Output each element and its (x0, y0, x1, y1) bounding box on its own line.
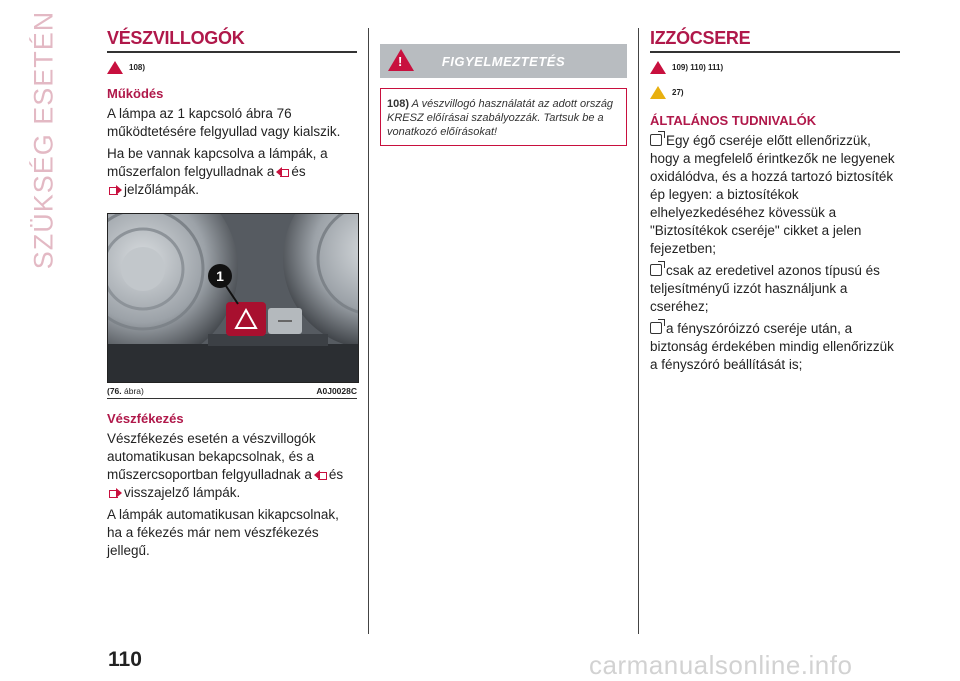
turn-right-indicator-icon (109, 488, 122, 498)
callout-marker: 1 (216, 268, 224, 284)
list-item: a fényszóróizzó cseréje után, a biztonság érdekében mindig ellenőrizzük a fényszóró beállítását is; (650, 321, 894, 372)
watermark: carmanualsonline.info (589, 650, 853, 680)
column-divider (368, 28, 369, 634)
warning-triangle-icon: ! (388, 49, 414, 71)
column-warning (380, 44, 627, 146)
figure-caption: (76. ábra) A0J0028C (107, 386, 357, 399)
warning-box-header: ! FIGYELMEZTETÉS (380, 44, 627, 78)
paragraph: Ha be vannak kapcsolva a lámpák, a műszerfalon felgyulladnak a és jelzőlámpák. (107, 146, 328, 197)
section-title: VÉSZVILLOGÓK (107, 28, 357, 53)
column-bulb-replacement (650, 28, 900, 374)
caution-reference: 27) (650, 86, 900, 99)
warning-reference: 108) (107, 61, 357, 74)
warning-reference: 109) 110) 111) (650, 61, 900, 74)
turn-left-indicator-icon (314, 470, 327, 480)
list-item: csak az eredetivel azonos típusú és teljesítményű izzót használjunk a cseréhez; (650, 263, 880, 314)
bullet-icon (650, 264, 662, 276)
section-title: IZZÓCSERE (650, 28, 900, 53)
paragraph: A lámpa az 1 kapcsoló ábra 76 működtetésére felgyullad vagy kialszik. (107, 106, 341, 139)
side-chapter-title: SZÜKSÉG ESETÉN (28, 10, 59, 270)
list-item: Egy égő cseréje előtt ellenőrizzük, hogy a megfelelő érintkezők ne legyenek oxidálódva, és a hozzá tartozó biztosíték ép legyen: a biztosítékok elhelyezkedéséhez kövessük a "Biztosítékok cseréje" cikket a jelen fejezetben; (650, 133, 895, 256)
column-hazard-lights (107, 28, 357, 560)
subheading-operation: Működés (107, 86, 164, 101)
paragraph: Vészfékezés esetén a vészvillogók automatikusan bekapcsolnak, és a műszercsoportban felgyulladnak a és visszajelző lámpák. (107, 431, 344, 500)
paragraph: A lámpák automatikusan kikapcsolnak, ha a fékezés már nem vészfékezés jellegű. (107, 507, 339, 558)
turn-left-indicator-icon (276, 167, 289, 177)
turn-right-indicator-icon (109, 185, 122, 195)
warning-triangle-icon (650, 61, 666, 74)
subheading-emergency-braking: Vészfékezés (107, 411, 184, 426)
warning-triangle-icon (107, 61, 123, 74)
bullet-icon (650, 322, 662, 334)
page-number: 110 (108, 648, 142, 671)
figure-code: A0J0028C (316, 386, 357, 396)
warning-box-body: 108) A vészvillogó használatát az adott ország KRESZ előírásai szabályozzák. Tartsuk be a vonatkozó előírásokat! (380, 88, 627, 146)
bullet-icon (650, 134, 662, 146)
subheading-general-info: ÁLTALÁNOS TUDNIVALÓK (650, 113, 817, 128)
column-divider (638, 28, 639, 634)
caution-triangle-icon (650, 86, 666, 99)
dashboard-photo (108, 214, 358, 382)
figure-hazard-switch-photo (107, 213, 359, 383)
